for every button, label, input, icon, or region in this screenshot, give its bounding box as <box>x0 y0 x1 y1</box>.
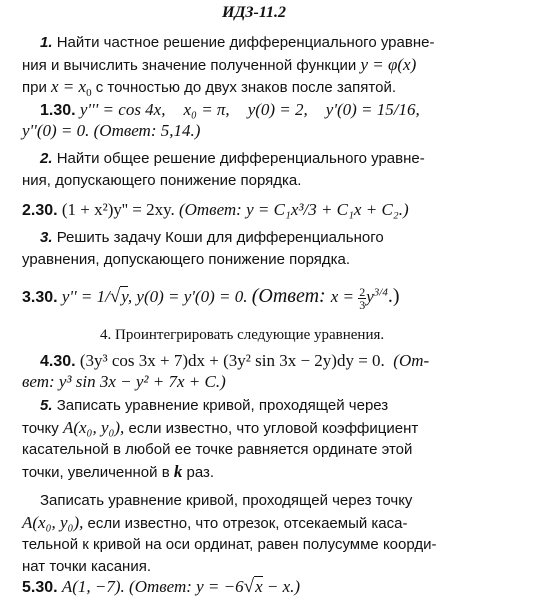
task5-text-1: Записать уравнение кривой, проходящей через <box>56 397 389 414</box>
variant-1-30-yp0: y'(0) = 15/16, <box>325 100 420 119</box>
variant-1-30-ypp0: y''(0) = 0. <box>22 121 94 140</box>
variant-1-30-x0: x₀ = π, <box>183 100 230 119</box>
variant-3-30 <box>22 281 400 313</box>
sqrt-sign-icon: √ <box>243 576 255 597</box>
variant-4-30-answer: y³ sin 3x − y² + 7x + C.) <box>58 372 226 391</box>
task3-text-1: Решить задачу Коши для дифференциального <box>56 229 384 246</box>
task2-line1 <box>40 150 425 168</box>
variant-5-30 <box>22 578 300 597</box>
variant-4-30 <box>40 352 429 371</box>
task1-line1 <box>40 34 434 52</box>
task3-line2 <box>22 251 350 269</box>
task5-line2 <box>22 419 418 438</box>
variant-3-30-eq-part1: y'' = 1/ <box>61 287 110 306</box>
task5-para2-text-2: если известно, что отрезок, отсекаемый каса- <box>83 515 408 532</box>
task2-text-2: ния, допускающего понижение порядка. <box>22 172 302 189</box>
variant-5-30-answer-part1: y = −6 <box>196 577 244 596</box>
task5-para2-line3 <box>22 536 437 554</box>
task5-line4 <box>22 463 214 482</box>
variant-3-30-answer-y: y <box>366 287 374 306</box>
task5-para2-point: A(x₀, y₀), <box>22 513 84 532</box>
variant-3-30-answer-label: (Ответ: <box>251 285 331 307</box>
variant-4-30-number: 4.30. <box>40 353 76 370</box>
variant-2-30-equation: (1 + x²)y'' = 2xy. <box>61 200 175 219</box>
task4-number: 4. <box>100 327 112 343</box>
variant-1-30-number: 1.30. <box>40 102 76 119</box>
task1-number: 1. <box>40 34 53 51</box>
task2-line2 <box>22 172 301 190</box>
task5-text-2b: если известно, что угловой коэффициент <box>124 420 419 437</box>
variant-3-30-number: 3.30. <box>22 289 58 306</box>
variant-2-30-number: 2.30. <box>22 202 58 219</box>
task5-line1 <box>40 397 388 415</box>
task5-text-3: касательной в любой ее точке равняется ординате этой <box>22 441 413 458</box>
task4-text: Проинтегрировать следующие уравнения. <box>115 327 385 343</box>
task5-k: k <box>173 462 183 481</box>
task1-x-eq: x = x <box>51 77 87 96</box>
variant-1-30 <box>40 101 420 120</box>
task2-text-1: Найти общее решение дифференциального уравне- <box>56 150 425 167</box>
variant-4-30-answer-label: (От- <box>393 351 430 370</box>
task1-x-sub: 0 <box>86 87 92 99</box>
task3-text-2: уравнения, допускающего понижение порядка. <box>22 251 351 268</box>
task5-para2-text-3: тельной к кривой на оси ординат, равен полусумме коорди- <box>22 536 437 553</box>
task1-text-2: ния и вычислить значение полученной функции <box>22 57 361 74</box>
task3-number: 3. <box>40 229 53 246</box>
variant-3-30-answer-close: .) <box>387 285 400 307</box>
fraction-denominator: 3 <box>359 297 366 312</box>
task5-para2-text-1: Записать уравнение кривой, проходящей через точку <box>40 492 413 509</box>
variant-2-30-answer-label: (Ответ: <box>178 200 247 219</box>
task1-line2 <box>22 56 416 75</box>
sqrt-sign-icon: √ <box>109 286 121 307</box>
variant-3-30-answer-x: x = <box>330 287 359 306</box>
task5-text-2a: точку <box>22 420 63 437</box>
variant-4-30-answer-label-2: вет: <box>22 372 59 391</box>
variant-1-30-line2 <box>22 122 200 140</box>
task5-para2-text-4: нат точки касания. <box>22 558 152 575</box>
task5-line3 <box>22 441 412 459</box>
variant-4-30-equation: (3y³ cos 3x + 7)dx + (3y² sin 3x − 2y)dy = 0. <box>79 351 385 370</box>
task4-heading <box>100 326 384 344</box>
task1-text-1: Найти частное решение дифференциального уравне- <box>56 34 435 51</box>
variant-5-30-number: 5.30. <box>22 579 58 596</box>
task2-number: 2. <box>40 150 53 167</box>
task5-text-4b: раз. <box>182 464 215 481</box>
task1-text-3a: при <box>22 79 52 96</box>
fraction-numerator: 2 <box>359 284 366 299</box>
task5-point: A(x₀, y₀), <box>62 418 125 437</box>
variant-5-30-radicand: x <box>255 577 263 596</box>
task5-para2-line2 <box>22 514 407 533</box>
variant-1-30-equation: y''' = cos 4x, <box>79 100 166 119</box>
task1-line3 <box>22 78 396 97</box>
variant-2-30-answer: y = C₁x³/3 + C₁x + C₂.) <box>246 200 409 219</box>
task5-number: 5. <box>40 397 53 414</box>
task5-para2-line1 <box>40 492 412 510</box>
task3-line1 <box>40 229 384 247</box>
task1-text-3b: с точностью до двух знаков после запятой. <box>91 79 396 96</box>
task5-text-4a: точки, увеличенной в <box>22 464 174 481</box>
variant-5-30-answer-label: (Ответ: <box>129 577 197 596</box>
page-title: ИДЗ-11.2 <box>222 4 286 21</box>
variant-5-30-answer-part2: − x.) <box>262 577 301 596</box>
task5-para2-line4 <box>22 558 151 576</box>
variant-3-30-radicand: y <box>121 287 128 306</box>
task1-function: y = φ(x) <box>360 55 417 74</box>
variant-5-30-point: A(1, −7). <box>61 577 125 596</box>
variant-4-30-line2 <box>22 373 226 391</box>
variant-3-30-eq-part2: , y(0) = y'(0) = 0. <box>127 287 248 306</box>
variant-1-30-y0: y(0) = 2, <box>247 100 308 119</box>
variant-2-30 <box>22 201 409 220</box>
variant-3-30-answer-exponent: 3/4 <box>373 286 388 299</box>
variant-1-30-answer: (Ответ: 5,14.) <box>93 121 201 140</box>
